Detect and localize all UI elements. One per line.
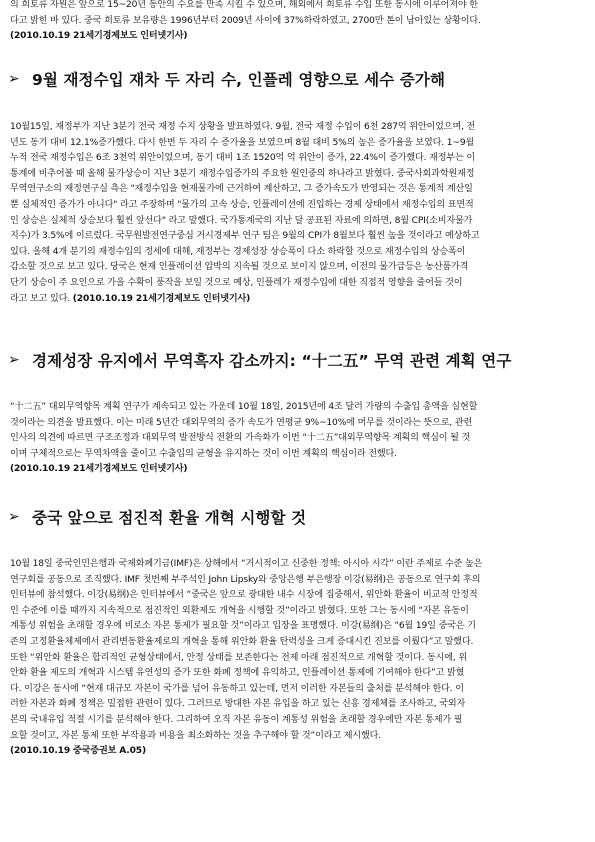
- body-line: 것이라는 의견을 발표했다. 이는 미래 5년간 대외무역의 증가 속도가 연평균 9%~10%에 머무를 것이라는 뜻으로, 관련: [10, 417, 473, 428]
- body-line: 인 수준에 이를 때까지 지속적으로 점진적인 외환제도 개혁을 시행할 것”이라고 밝혔다. 또한 그는 동시에 “자본 유동이: [10, 605, 469, 616]
- body-line: 이며 구체적으로는 무역차액을 줄이고 수출입의 균형을 유지하는 것이 이번 계획의 핵심이라 전했다.: [10, 448, 397, 459]
- body-line: 10월 18일 중국인민은행과 국제화폐기금(IMF)은 상해에서 “거시적이고 신중한 정책: 아시아 시각” 이란 주제로 수준 높은: [10, 559, 483, 569]
- body-line: 있다. 올해 4개 분기의 재정수입의 정세에 대해, 재정부는 경제성장 상승폭이 다소 하락할 것으로 재정수입의 상승폭이: [10, 246, 466, 257]
- body-line: 무역연구소의 재정연구실 측은 "재정수입을 현재물가에 근거하여 계산하고, 그 증가속도가 반영되는 것은 통계적 계산일: [10, 184, 473, 195]
- body-line: 감소할 것으로 보고 있다. 당국은 현재 인플레이션 압박의 지속될 것으로 보이지 않으며, 이전의 물가급등은 농산품가격: [10, 262, 469, 273]
- body-line: 10월15일, 재정부가 지난 3분기 전국 재정 수지 상황을 발표하였다. 9월, 전국 재정 수입이 6천 287억 위안이었으며, 전: [10, 122, 476, 132]
- arrow-bullet-icon: ➢: [8, 71, 20, 87]
- source-citation: (2010.10.19 중국증권보 A.05): [10, 746, 146, 757]
- body-line: 누적 전국 재정수입은 6조 3천억 위안이었으며, 동기 대비 1조 1520억 억 위안이 증가, 22.4%이 증가했다. 재정부는 이: [10, 153, 476, 164]
- body-line: 다고 밝힌 바 있다. 중국 희토류 보유량은 1996년부터 2009년 사이에 37%하락하였고, 2700만 톤이 남아있는 상황이다.: [10, 15, 481, 26]
- body-line: 계통성 위험을 초래할 경우에 비로소 자본 통제가 필요할 것”이라고 입장을 표명했다. 이강(易纲)은 “6월 19일 중국은 기: [10, 621, 476, 632]
- body-line: 인터뷰에 참석했다. 이강(易纲)은 인터뷰에서 “중국은 앞으로 광대한 내수 시장에 집중해서, 위안화 환율이 비교적 안정적: [10, 590, 478, 601]
- source-citation: (2010.10.19 21세기경제보도 인터넷기사): [10, 31, 188, 42]
- body-line: [10, 292, 582, 308]
- source-citation: (2010.10.19 21세기경제보도 인터넷기사): [10, 464, 188, 475]
- body-line-text: 라고 보고 있다.: [10, 293, 71, 304]
- body-line: 통계에 비추어볼 때 올해 물가상승이 지난 3분기 재정수입증가의 주요한 원인중의 하나라고 밝혔다. 중국사회과학원재정: [10, 168, 475, 179]
- body-line: 단기 상승이 주 요인으로 가을 수확이 풍작을 보일 것으로 예상, 인플레가 재정수입에 대한 직접적 영향을 줄어들 것이: [10, 277, 463, 288]
- section-3-heading: [8, 505, 588, 529]
- arrow-bullet-icon: ➢: [8, 509, 20, 525]
- intro-paragraph: [10, 0, 582, 45]
- section-title: 경제성장 유지에서 무역흑자 감소까지: “十二五” 무역 관련 계획 연구: [32, 352, 512, 370]
- body-line: 인사의 의견에 따르면 구조조정과 대외무역 발전방식 전환의 가속화가 이번 “十二五”대외무역향목 계획의 핵심이 될 것: [10, 433, 471, 444]
- body-line: 또한 “위안화 환율은 합리적인 균형상태에서, 안정 상태를 보존한다는 전제 아래 점진적으로 개혁할 것이다. 동시에, 위: [10, 652, 467, 663]
- body-line: 년도 동기 대비 12.1%증가했다. 다시 한번 두 자리 수 증가율을 보였으며 8월 대비 5%의 높은 증가율을 보였다. 1~9월: [10, 137, 475, 148]
- body-line: 인 상승은 실체적 상승보다 훨씬 앞선다" 라고 말했다. 국가통계국의 지난 달 공표된 자료에 의하면, 8월 CPI(소비자물가: [10, 215, 473, 226]
- body-line: “十二五” 대외무역향목 계획 연구가 계속되고 있는 가운데 10월 18일, 2015년에 4조 달러 가량의 수출입 총액을 실현할: [10, 402, 478, 412]
- body-line: 다. 이강은 동시에 “현재 대규모 자본이 국가를 넘어 유동하고 있는데, 먼저 이러한 자본들의 출처를 분석해야 한다. 이: [10, 683, 464, 694]
- body-line: 지수)가 3.5%에 이르렀다. 국무원발전연구중심 거시경제부 연구 팀은 9월의 CPI가 8월보다 훨씬 높을 것이라고 예상하고: [10, 231, 480, 242]
- arrow-bullet-icon: ➢: [8, 352, 20, 368]
- section-1-body: [10, 120, 582, 307]
- body-line: 러한 자본과 화폐 정책은 밀접한 관련이 있다. 그러므로 방대한 자본 유입을 하고 있는 신흥 경제체를 조사하고, 국외자: [10, 699, 466, 710]
- body-line: 요할 것이고, 자본 통제 또한 부작용과 비용을 최소화하는 것을 추구해야 할 것”이라고 제시했다.: [10, 730, 382, 741]
- body-line: 연구회를 공동으로 조직했다. IMF 첫번째 부주석인 John Lipsky와 중앙은행 부은행장 이강(易纲)은 공동으로 연구회 후의: [10, 574, 481, 585]
- section-2-heading: [8, 348, 588, 372]
- section-2-body: [10, 400, 582, 478]
- section-title: 9월 재정수입 재차 두 자리 수, 인플레 영향으로 세수 증가해: [32, 71, 446, 89]
- body-line: 존의 고정환율체제에서 관리변동환율제로의 개혁을 통해 위안화 환율 탄력성을 크게 증대시킨 진보를 이뤘다”고 말했다.: [10, 636, 474, 647]
- body-line: 본의 국내유입 적절 시기를 분석해야 한다. 그리하여 오직 자본 유동이 계통성 위험을 초래할 경우에만 자본 통제가 필: [10, 714, 463, 725]
- section-title: 중국 앞으로 점진적 환율 개혁 시행할 것: [32, 509, 307, 527]
- body-line: 의 희토류 자원은 앞으로 15~20년 동안의 수요를 만족 시킬 수 있으며, 해외에서 희토류 수입 또한 동시에 이루어져야 한: [10, 0, 478, 10]
- source-citation: (2010.10.19 21세기경제보도 인터넷기사): [72, 293, 251, 304]
- body-line: 뿐 실체적인 증가가 아니다" 라고 주장하며 "물가의 고속 상승, 인플레이션에 진입하는 경제 상태에서 재정수입의 표면적: [10, 199, 474, 210]
- section-1-heading: [8, 67, 588, 91]
- body-line: 안화 환율 제도의 개혁과 시스템 유연성의 증가 또한 화폐 정책에 유익하고, 인플레이션 통제에 기여해야 한다”고 밝혔: [10, 668, 465, 679]
- section-3-body: [10, 557, 582, 760]
